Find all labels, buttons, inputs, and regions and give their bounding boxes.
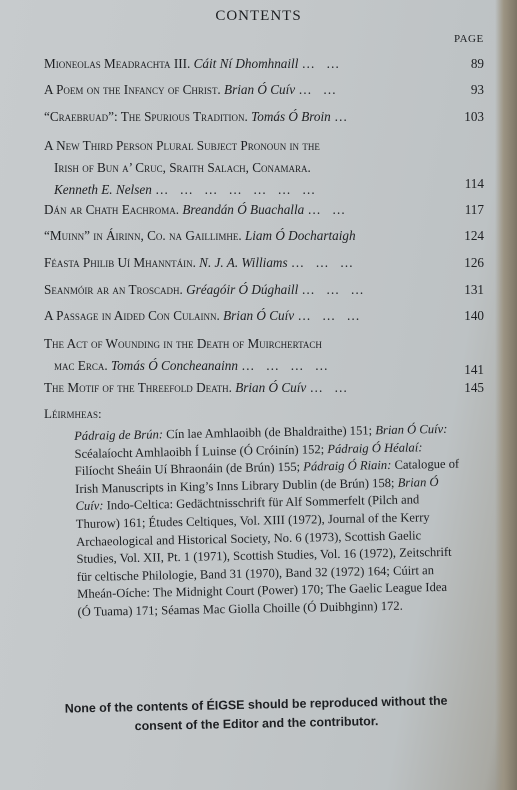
entry-title: “Craebruad”: The Spurious Tradition. bbox=[44, 109, 248, 124]
reviewer-name: Pádraig Ó Héalaí: bbox=[327, 439, 423, 456]
leader-dots: … … bbox=[298, 82, 341, 97]
entry-author: Brian Ó Cuív bbox=[224, 82, 296, 97]
reviewer-name: Pádraig de Brún: bbox=[74, 427, 164, 443]
leader-dots: … bbox=[334, 109, 352, 124]
entry-author: Cáit Ní Dhomhnaill bbox=[193, 56, 299, 71]
entry-title-line: The Act of Wounding in the Death of Muirchertach bbox=[44, 336, 322, 351]
entry-title: A Passage in Aided Con Culainn. bbox=[44, 308, 220, 323]
review-text: Cín lae Amhlaoibh (de Bhaldraithe) 151; bbox=[162, 423, 373, 442]
entry-author: Brian Ó Cuív bbox=[223, 308, 295, 323]
entry-author: Breandán Ó Buachalla bbox=[182, 202, 305, 217]
entry-page: 114 bbox=[464, 176, 484, 191]
entry-title: Féasta Philib Uí Mhanntáin. bbox=[44, 255, 196, 270]
leader-dots: … … … bbox=[301, 282, 368, 297]
entry-title-line: Irish of Bun a’ Cruc, Sraith Salach, Conamara. bbox=[54, 160, 311, 175]
page-column-header: PAGE bbox=[454, 33, 484, 45]
reviewer-name: Pádraig Ó Riain: bbox=[303, 458, 392, 474]
reviews-heading: Léirmheas: bbox=[44, 406, 102, 421]
entry-author: Brian Ó Cuív bbox=[235, 380, 307, 395]
reviewer-name: Brian Ó Cuív: bbox=[375, 421, 448, 438]
toc-entry bbox=[44, 225, 484, 247]
entry-title: The Motif of the Threefold Death. bbox=[44, 380, 232, 395]
entry-page: 124 bbox=[464, 228, 484, 243]
toc-entry bbox=[44, 79, 484, 101]
entry-author: Gréagóir Ó Dúghaill bbox=[186, 282, 299, 297]
entry-title: Mioneolas Meadrachta III. bbox=[44, 56, 191, 71]
reviewer-name: Brian Ó Cuív: bbox=[75, 474, 439, 514]
toc-entry bbox=[44, 377, 484, 399]
review-text: Catalogue of Irish Manuscripts in King’s Inns Library Dublin (de Brún) 158; bbox=[75, 456, 460, 496]
entry-title-line: mac Erca. bbox=[54, 358, 108, 373]
toc-entry bbox=[44, 135, 484, 201]
entry-title: Dán ar Chath Eachroma. bbox=[44, 202, 180, 217]
toc-entry bbox=[44, 279, 484, 301]
leader-dots: … … bbox=[309, 380, 352, 395]
entry-page: 141 bbox=[464, 362, 484, 377]
entry-author: Liam Ó Dochartaigh bbox=[244, 228, 356, 243]
entry-page: 145 bbox=[464, 380, 484, 395]
entry-title-line: A New Third Person Plural Subject Pronoun in the bbox=[44, 138, 320, 153]
entry-page: 89 bbox=[470, 56, 484, 71]
toc-entry bbox=[44, 106, 484, 128]
leader-dots: … … … bbox=[297, 308, 364, 323]
leader-dots: … … … … bbox=[241, 358, 332, 373]
entry-author: Tomás Ó Concheanainn bbox=[110, 358, 238, 373]
toc-entry bbox=[44, 53, 484, 75]
leader-dots: … … bbox=[307, 202, 350, 217]
toc-entry bbox=[44, 333, 484, 377]
toc-entry bbox=[44, 199, 484, 221]
entry-page: 93 bbox=[470, 82, 484, 97]
review-text: Indo-Celtica: Gedächtnisschrift für Alf Sommerfelt (Pilch and Thurow) 161; Études Celtiques, Vol. XIII (1972), Journal of the Kerry Archaeological and Historical Society, No. 6 (1973), Scottish Gaelic Studies, Vol. XII, Pt. 1 (1971), Scottish Studies, Vol. 16 (1972), Zeitschrift für celtische Philologie, Band 31 (1970), Band 32 (1972) 164; Cúirt an Mheán-Oíche: The Midnight Court (Power) 170; The Gaelic League Idea (Ó Tuama) 171; Séamas Mac Giolla Choille (Ó Duibhginn) 172. bbox=[75, 492, 452, 619]
leader-dots: … … bbox=[301, 56, 344, 71]
page-title: CONTENTS bbox=[215, 8, 302, 24]
reviews-paragraph bbox=[74, 421, 463, 622]
leader-dots: … … … bbox=[290, 255, 358, 270]
leader-dots: … … … … … … … bbox=[155, 182, 320, 197]
copyright-notice: None of the contents of ÉIGSE should be reproduced without the consent of the Editor and the contributor. bbox=[64, 693, 448, 734]
entry-page: 126 bbox=[464, 255, 484, 270]
review-text: Scéalaíocht Amhlaoibh Í Luinse (Ó Cróinín) 152; bbox=[74, 441, 325, 461]
entry-page: 117 bbox=[464, 202, 484, 217]
entry-page: 103 bbox=[464, 109, 484, 124]
review-text: Filíocht Sheáin Uí Bhraonáin (de Brún) 155; bbox=[74, 459, 301, 479]
toc-entry bbox=[44, 252, 484, 274]
entry-title: A Poem on the Infancy of Christ. bbox=[44, 82, 221, 97]
entry-title: “Muinn” in Áirinn, Co. na Gaillimhe. bbox=[44, 228, 242, 243]
entry-author: Tomás Ó Broin bbox=[251, 109, 331, 124]
page-edge bbox=[495, 0, 517, 790]
entry-page: 140 bbox=[464, 308, 484, 323]
entry-author: N. J. A. Williams bbox=[199, 255, 288, 270]
reviews-list bbox=[74, 421, 463, 622]
entry-author: Kenneth E. Nelsen bbox=[54, 182, 152, 197]
entry-page: 131 bbox=[464, 282, 484, 297]
entry-title: Seanmóir ar an Troscadh. bbox=[44, 282, 183, 297]
toc-entry bbox=[44, 305, 484, 327]
